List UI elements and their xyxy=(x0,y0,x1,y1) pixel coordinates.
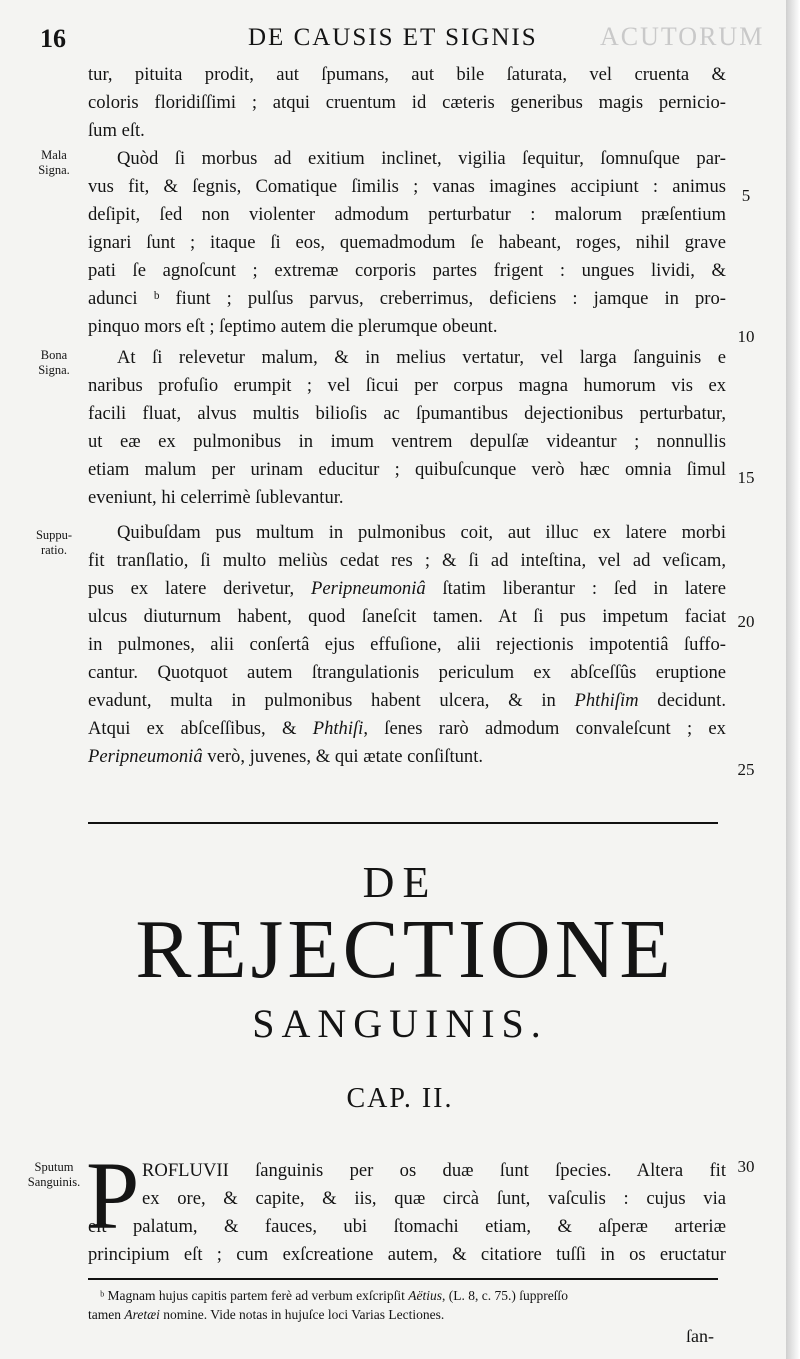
text-line: coloris floridiſſimi ; atqui cruentum id cæteris generibus magis pernicio- xyxy=(88,92,726,113)
line-number-25: 25 xyxy=(737,760,755,779)
margin-note-sputum-sanguinis xyxy=(22,1160,86,1190)
text-run: Atqui ex abſceſſibus, & xyxy=(88,718,313,739)
text-line xyxy=(88,688,726,714)
catchword: ſan- xyxy=(686,1326,714,1346)
line-number-5: 5 xyxy=(741,186,751,205)
margin-note-bona-signa xyxy=(22,348,86,378)
text-line: tur, pituita prodit, aut ſpumans, aut bile ſaturata, vel cruenta & xyxy=(88,64,726,85)
italic-run: Aretæi xyxy=(124,1307,160,1322)
footnote-line xyxy=(100,1287,720,1304)
margin-note-mala-signa xyxy=(22,148,86,178)
margin-note-line: Signa. xyxy=(38,163,70,177)
text-run: , (L. 8, c. 75.) ſuppreſſo xyxy=(441,1288,568,1303)
text-line: eveniunt, hi celerrimè ſublevantur. xyxy=(88,487,344,508)
text-line: ignari ſunt ; itaque ſi eos, quemadmodum ſe habeant, roges, nihil grave xyxy=(88,232,726,253)
bleed-through-text: ACUTORUM xyxy=(600,22,765,51)
text-line: Quòd ſi morbus ad exitium inclinet, vigilia ſequitur, ſomnuſque par- xyxy=(117,148,726,169)
text-line: etiam malum per urinam educitur ; quibuſcunque verò hæc omnia ſimul xyxy=(88,459,726,480)
text-line: in pulmones, alii conſertâ ejus effuſione, alii rejectionis impotentiâ ſuffo- xyxy=(88,634,726,655)
text-run: pus ex latere derivetur, xyxy=(88,578,312,599)
text-line: ex ore, & capite, & iis, quæ circà ſunt, vaſculis : cujus via xyxy=(142,1188,726,1209)
text-line: ſum eſt. xyxy=(88,120,145,141)
text-line: adunci ᵇ fiunt ; pulſus parvus, creberrimus, deficiens : jamque in pro- xyxy=(88,288,726,309)
italic-run: Phthiſi xyxy=(312,718,364,739)
text-run: nomine. Vide notas in hujuſce loci Varias Lectiones. xyxy=(159,1307,445,1322)
text-run: ſtatim liberantur : ſed in latere xyxy=(425,578,726,599)
italic-run: Peripneumoniâ xyxy=(88,746,203,767)
text-run: , ſenes rarò admodum convaleſcunt ; ex xyxy=(363,718,726,739)
section-title: REJECTIONE xyxy=(135,903,675,996)
page-header xyxy=(0,18,800,58)
text-run: decidunt. xyxy=(638,690,726,711)
page-number: 16 xyxy=(40,24,66,53)
line-number-20: 20 xyxy=(737,612,755,631)
text-line xyxy=(88,576,726,602)
text-line: vus fit, & ſegnis, Comatique ſimilis ; vanas imagines accipiunt : animus xyxy=(88,176,726,197)
line-number-10: 10 xyxy=(737,327,755,346)
section-rule xyxy=(88,822,718,824)
text-line: pinquo mors eſt ; ſeptimo autem die plerumque obeunt. xyxy=(88,316,498,337)
text-line: deſipit, ſed non violenter admodum perturbatur : malorum præſentium xyxy=(88,204,726,225)
margin-note-line: Mala xyxy=(41,148,67,162)
footnote-line xyxy=(88,1306,708,1323)
text-run: verò, juvenes, & qui ætate conſiſtunt. xyxy=(202,746,484,767)
text-line: cantur. Quotquot autem ſtrangulationis periculum ex abſceſſûs eruptione xyxy=(88,662,726,683)
margin-note-line: Bona xyxy=(40,348,68,362)
chapter-heading: CAP. II. xyxy=(346,1083,454,1114)
text-line: ROFLUVII ſanguinis per os duæ ſunt ſpecies. Altera fit xyxy=(142,1160,726,1181)
section-subtitle: SANGUINIS. xyxy=(252,1001,548,1046)
text-run: ᵇ Magnam hujus capitis partem ferè ad verbum exſcripſit xyxy=(100,1288,409,1303)
italic-run: Peripneumoniâ xyxy=(311,578,426,599)
margin-note-line: ratio. xyxy=(40,543,68,557)
italic-run: Aëtius xyxy=(408,1288,442,1303)
text-line: naribus profuſio erumpit ; vel ſicui per corpus magna humorum vis ex xyxy=(88,375,726,396)
text-line: facili fluat, alvus multis bilioſis ac ſpumantibus dejectionibus perturbatur, xyxy=(88,403,726,424)
text-line: fit tranſlatio, ſi multo meliùs cedat res ; & ſi ad inteſtina, vel ad veſicam, xyxy=(88,550,726,571)
italic-run: Phthiſim xyxy=(574,690,639,711)
margin-note-line: Suppu- xyxy=(35,528,73,542)
margin-note-line: Signa. xyxy=(38,363,70,377)
text-line xyxy=(88,716,726,742)
running-title: DE CAUSIS ET SIGNIS xyxy=(248,24,538,51)
text-line: Quibuſdam pus multum in pulmonibus coit, aut illuc ex latere morbi xyxy=(117,522,726,543)
text-line: At ſi relevetur malum, & in melius vertatur, vel larga ſanguinis e xyxy=(117,347,726,368)
text-line: pati ſe agnoſcunt ; extremæ corporis partes frigent : ungues lividi, & xyxy=(88,260,726,281)
text-line: eſt palatum, & fauces, ubi ſtomachi etiam, & aſperæ arteriæ xyxy=(88,1216,726,1237)
text-run: tamen xyxy=(88,1307,125,1322)
margin-note-line: Sanguinis. xyxy=(27,1175,81,1189)
margin-note-suppuratio xyxy=(22,528,86,558)
page-edge-shadow xyxy=(786,0,800,1359)
drop-cap: P xyxy=(86,1142,140,1249)
margin-note-line: Sputum xyxy=(34,1160,74,1174)
line-number-30: 30 xyxy=(737,1157,755,1176)
text-line xyxy=(88,744,726,770)
text-run: evadunt, multa in pulmonibus habent ulcera, & in xyxy=(88,690,575,711)
text-line: ut eæ ex pulmonibus in imum ventrem depulſæ videantur ; nonnullis xyxy=(88,431,726,452)
footnote-rule xyxy=(88,1278,718,1280)
text-line: principium eſt ; cum exſcreatione autem, & citatiore tuſſi in os eructatur xyxy=(88,1244,726,1265)
section-title-de: DE xyxy=(362,858,438,907)
line-number-15: 15 xyxy=(737,468,755,487)
text-line: ulcus diuturnum habent, quod ſaneſcit tamen. At ſi pus impetum faciat xyxy=(88,606,726,627)
